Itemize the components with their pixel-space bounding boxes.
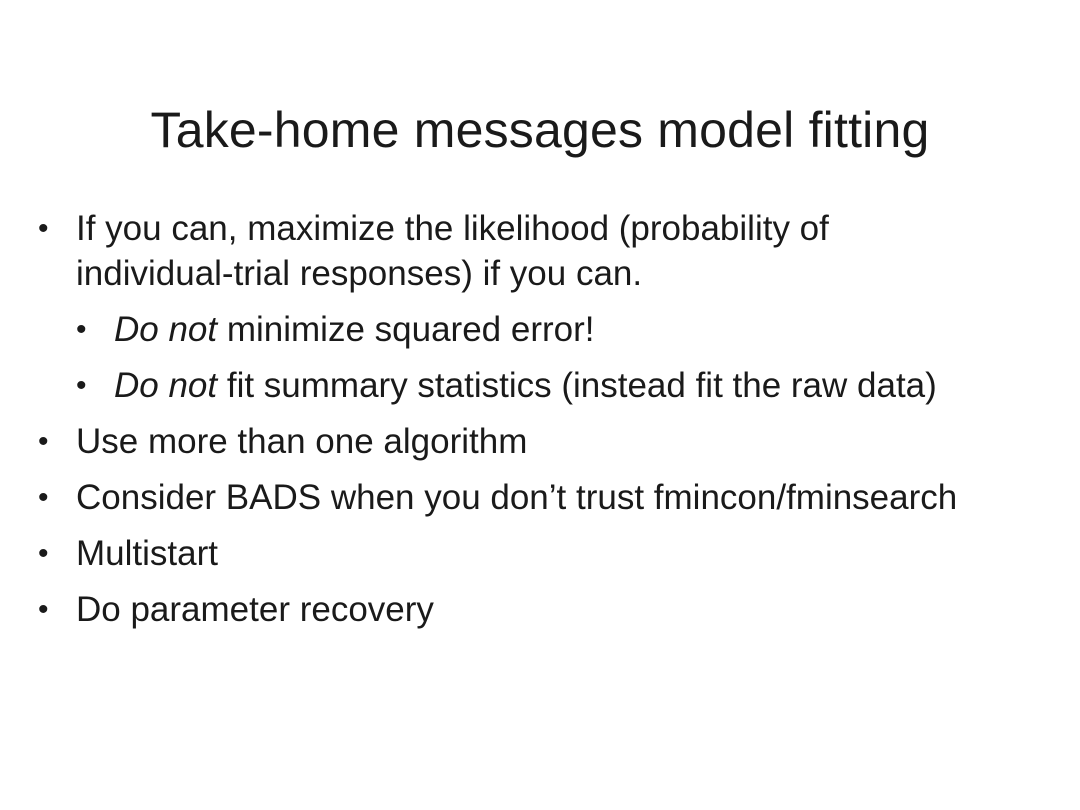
bullet-item-bads	[38, 475, 1068, 520]
emphasis-text: Do not	[114, 310, 218, 349]
bullet-icon: •	[38, 481, 49, 514]
bullet-text: If you can, maximize the likelihood (probability of individual-trial responses) if you can.	[76, 209, 829, 293]
bullet-list	[38, 206, 1068, 643]
bullet-item-algorithms	[38, 419, 1068, 464]
sub-bullet-item-squared-error	[38, 307, 1068, 352]
bullet-text: fit summary statistics (instead fit the raw data)	[217, 366, 937, 405]
bullet-icon: •	[38, 425, 49, 458]
bullet-text: Do parameter recovery	[76, 590, 434, 629]
bullet-text: minimize squared error!	[217, 310, 595, 349]
bullet-text: Multistart	[76, 534, 218, 573]
bullet-text: Consider BADS when you don’t trust fmincon/fminsearch	[76, 478, 958, 517]
slide-title: Take-home messages model fitting	[150, 102, 930, 158]
bullet-text: Use more than one algorithm	[76, 422, 528, 461]
emphasis-text: Do not	[114, 366, 218, 405]
bullet-item-maximize-likelihood	[38, 206, 1068, 296]
sub-bullet-item-summary-statistics	[38, 363, 1068, 408]
bullet-item-multistart	[38, 531, 1068, 576]
bullet-icon: •	[38, 593, 49, 626]
bullet-icon: •	[38, 212, 49, 245]
bullet-icon: •	[76, 369, 87, 402]
bullet-icon: •	[38, 537, 49, 570]
bullet-item-parameter-recovery	[38, 587, 1068, 632]
bullet-icon: •	[76, 313, 87, 346]
